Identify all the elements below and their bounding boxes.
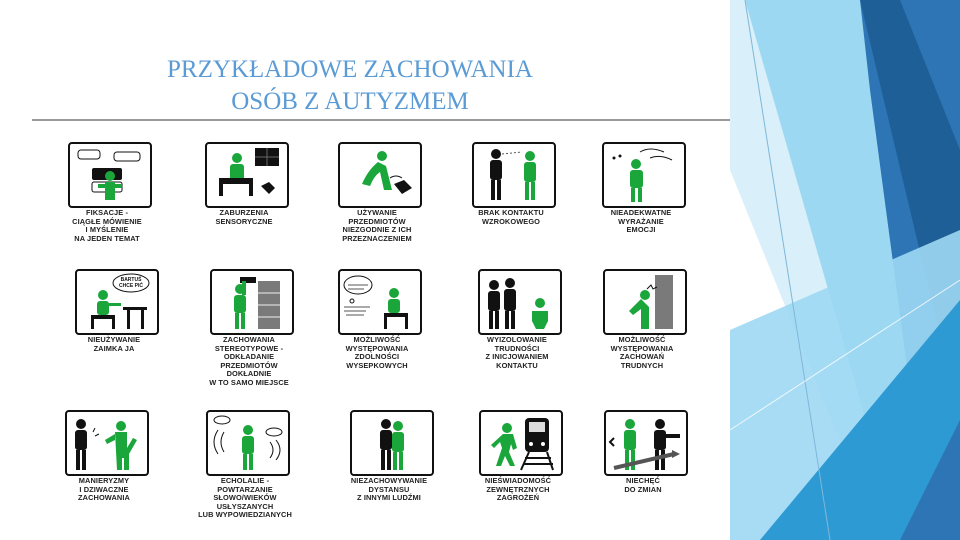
title-line-1: PRZYKŁADOWE ZACHOWANIA [167,56,533,83]
card-caption [329,477,449,503]
caption-line: WYSTĘPOWANIA [610,343,674,353]
caption-line: WYRAŻANIE [618,216,664,226]
caption-line: USŁYSZANYCH [216,501,274,511]
kneeling-figure-object-icon [338,142,422,208]
caption-line: WZROKOWEGO [481,216,541,226]
caption-line: POWTARZANIE [217,484,273,494]
caption-line: W TO SAMO MIEJSCE [209,377,289,387]
no-eye-contact-icon [472,142,556,208]
caption-line: DO ZMIAN [624,484,662,494]
caption-line: MOŻLIWOŚĆ [353,335,401,344]
caption-line: I MYŚLENIE [85,225,129,235]
card-caption [457,336,577,370]
card-caption [184,209,304,226]
caption-line: ZACHOWAŃ [619,352,665,362]
sitting-figure-sensory-icon [205,142,289,208]
card-caption [317,209,437,243]
card-caption [582,336,702,370]
title-line-2: OSÓB Z AUTYZMEM [231,88,469,115]
caption-line: I DZIWACZNE [79,484,129,494]
caption-line: PRZEZNACZENIEM [342,233,412,243]
caption-line: EMOCJI [626,225,656,235]
card-caption [451,209,571,226]
card-caption [44,477,164,503]
caption-line: ZACHOWANIA [223,335,275,344]
resist-change-icon [604,410,688,476]
caption-line: CIĄGŁE MÓWIENIE [72,216,142,226]
echolalia-figure-icon [206,410,290,476]
caption-line: NIEUŻYWANIE [87,335,141,344]
train-danger-icon [479,410,563,476]
caption-line: NIEZGODNIE Z ICH [342,225,412,235]
caption-line: FIKSACJE - [85,208,129,217]
card-caption [54,336,174,353]
caption-line: NIEŚWIADOMOŚĆ [484,476,552,485]
caption-line: MOŻLIWOŚĆ [618,335,666,344]
card-caption [317,336,437,370]
head-banging-icon [603,269,687,335]
stacking-objects-icon [210,269,294,335]
sitting-figure-speech-icon [75,269,159,335]
card-caption [583,477,703,494]
caption-line: ZEWNĘTRZNYCH [486,484,550,494]
card-caption [47,209,167,243]
inappropriate-emotion-icon [602,142,686,208]
slide-title [140,54,560,118]
caption-line: MANIERYZMY [78,476,130,485]
card-caption [185,477,305,520]
caption-line: ECHOLALIE - [220,476,270,485]
caption-line: Z INICJOWANIEM [485,352,549,362]
caption-line: ZDOLNOŚCI [354,352,400,362]
caption-line: SŁOWO/WIEKÓW [213,493,277,503]
caption-line: NA JEDEN TEMAT [74,233,140,243]
caption-line: WYSTĘPOWANIA [345,343,409,353]
speech-bubble-line-1: BARTUŚ [120,277,142,283]
caption-line: NIEADEKWATNE [610,208,672,217]
speech-bubble-line-2: CHCE PIĆ [119,283,143,289]
card-caption [189,336,309,388]
personal-space-icon [350,410,434,476]
caption-line: KONTAKTU [496,360,538,370]
thinking-figure-icon [338,269,422,335]
caption-line: NIECHĘĆ [626,476,660,485]
caption-line: NIEZACHOWYWANIE [350,476,428,485]
isolated-figure-icon [478,269,562,335]
caption-line: ODKŁADANIE [223,352,275,362]
card-caption [581,209,701,235]
caption-line: ZAGROŻEŃ [496,493,540,503]
caption-line: LUB WYPOWIEDZIANYCH [198,510,292,520]
caption-line: TRUDNYCH [620,360,664,370]
caption-line: DOKŁADNIE [226,369,272,379]
caption-line: DYSTANSU [368,484,410,494]
caption-line: UŻYWANIE [357,208,397,217]
caption-line: ZAIMKA JA [93,343,135,353]
card-caption [458,477,578,503]
title-divider [32,119,730,121]
caption-line: ZACHOWANIA [78,493,130,503]
mannerism-figure-icon [65,410,149,476]
caption-line: STEREOTYPOWE - [214,343,284,353]
caption-line: ZABURZENIA [219,208,269,217]
caption-line: BRAK KONTAKTU [478,208,544,217]
caption-line: WYSEPKOWYCH [346,360,408,370]
talking-figure-car-icon [68,142,152,208]
caption-line: PRZEDMIOTÓW [220,360,278,370]
caption-line: WYIZOLOWANIE [487,335,547,344]
caption-line: TRUDNOŚCI [494,343,540,353]
caption-line: Z INNYMI LUDŹMI [357,493,421,503]
caption-line: SENSORYCZNE [215,216,273,226]
caption-line: PRZEDMIOTÓW [348,216,406,226]
